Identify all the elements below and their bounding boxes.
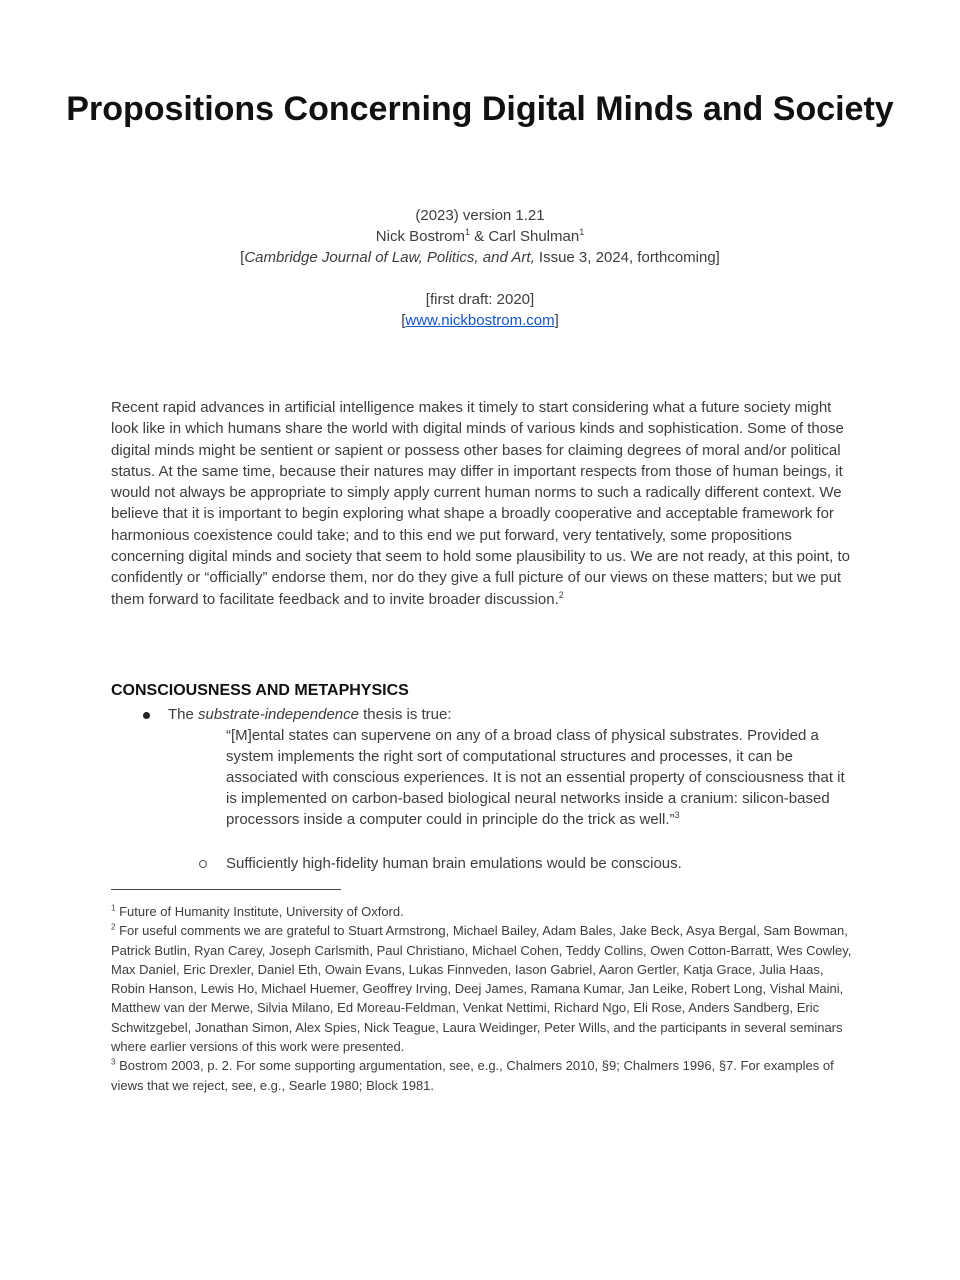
emphasis-term: substrate-independence <box>198 706 359 723</box>
link-bracket-close: ] <box>554 312 559 329</box>
list-item-text <box>168 705 452 725</box>
bullet-icon <box>143 712 150 719</box>
block-quote <box>226 725 856 830</box>
footnote-ref-3[interactable]: 3 <box>674 810 680 820</box>
footnote-text: Future of Humanity Institute, University of Oxford. <box>115 904 404 919</box>
author-1: Nick Bostrom <box>375 228 465 245</box>
journal-name: Cambridge Journal of Law, Politics, and Art, <box>244 249 535 266</box>
bullet-prefix: The <box>168 706 199 723</box>
footnote-2 <box>111 921 859 1056</box>
authors-line <box>100 226 860 247</box>
footnote-text: Bostrom 2003, p. 2. For some supporting argumentation, see, e.g., Chalmers 2010, §9; Chalmers 1996, §7. For examples of views that we reject, see, e.g., Searle 1980; Block 1981. <box>111 1058 834 1093</box>
footnote-ref-1b[interactable]: 1 <box>579 227 585 237</box>
footnote-ref-2[interactable]: 2 <box>558 589 564 600</box>
footnote-mark: 3 <box>111 1058 116 1068</box>
journal-bracket: [ <box>240 249 245 266</box>
website-link[interactable]: www.nickbostrom.com <box>405 312 555 329</box>
footnote-1 <box>111 902 859 921</box>
quote-text: “[M]ental states can supervene on any of a broad class of physical substrates. Provided a system implements the right sort of computational structures and processes, it can be associated with conscious experiences. It is not an essential property of consciousness that it is implemented on carbon-based biological neural networks inside a cranium: silicon-based processors inside a computer could in principle do the trick as well.” <box>226 727 845 828</box>
bullet-suffix: thesis is true: <box>358 706 452 723</box>
page-title: Propositions Concerning Digital Minds and Society <box>66 90 894 128</box>
footnote-3 <box>111 1056 859 1095</box>
hollow-circle-bullet-icon <box>199 860 207 868</box>
footnote-ref-1[interactable]: 1 <box>464 227 470 237</box>
meta-spacer <box>100 268 860 289</box>
abstract-text: Recent rapid advances in artificial intelligence makes it timely to start considering what a future society might look like in which humans share the world with digital minds of various kinds and sophistication. Some of those digital minds might be sentient or sapient or possess other bases for claiming degrees of moral and/or political status. At the same time, because their natures may differ in important respects from those of human beings, it would not always be appropriate to simply apply current human norms to such a radically different context. We believe that it is important to begin exploring what shape a broadly cooperative and acceptable framework for harmonious coexistence could take; and to this end we put forward, very tentatively, some propositions concerning digital minds and society that seem to hold some plausibility to us. We are not ready, at this point, to confidently or “officially” endorse them, nor do they give a full picture of our views on these matters; but we put them forward to facilitate feedback and to invite broader discussion. <box>111 399 851 608</box>
journal-issue: Issue 3, 2024, forthcoming] <box>534 249 720 266</box>
footnote-mark: 1 <box>111 903 116 913</box>
version-line: (2023) version 1.21 <box>415 207 545 224</box>
abstract-paragraph <box>111 397 859 610</box>
document-meta <box>100 205 860 331</box>
website-line <box>100 310 860 331</box>
footnotes <box>111 902 859 1095</box>
journal-line <box>100 247 860 268</box>
sub-list-item-text: Sufficiently high-fidelity human brain emulations would be conscious. <box>226 855 682 872</box>
footnote-text: For useful comments we are grateful to Stuart Armstrong, Michael Bailey, Adam Bales, Jake Beck, Asya Bergal, Sam Bowman, Patrick Butlin, Ryan Carey, Joseph Carlsmith, Paul Christiano, Michael Cohen, Teddy Collins, Owen Cotton-Barratt, Wes Cowley, Max Daniel, Eric Drexler, Daniel Eth, Owain Evans, Lukas Finnveden, Iason Gabriel, Aaron Gertler, Katja Grace, Julia Haas, Robin Hanson, Lewis Ho, Michael Huemer, Geoffrey Irving, Deej James, Ramana Kumar, Jan Leike, Robert Long, Vishal Maini, Matthew van der Merwe, Silvia Milano, Ed Moreau-Feldman, Venkat Nettimi, Richard Ngo, Eli Rose, Anders Sandberg, Eric Schwitzgebel, Jonathan Simon, Alex Spies, Nick Teague, Laura Weidinger, Peter Wills, and the participants in several seminars where earlier versions of this work were presented. <box>111 923 852 1055</box>
footnote-mark: 2 <box>111 922 116 932</box>
first-draft-line: [first draft: 2020] <box>425 291 535 308</box>
author-2: & Carl Shulman <box>469 228 580 245</box>
link-bracket-open: [ <box>401 312 406 329</box>
section-heading: CONSCIOUSNESS AND METAPHYSICS <box>111 682 409 699</box>
footnote-divider <box>111 889 341 890</box>
